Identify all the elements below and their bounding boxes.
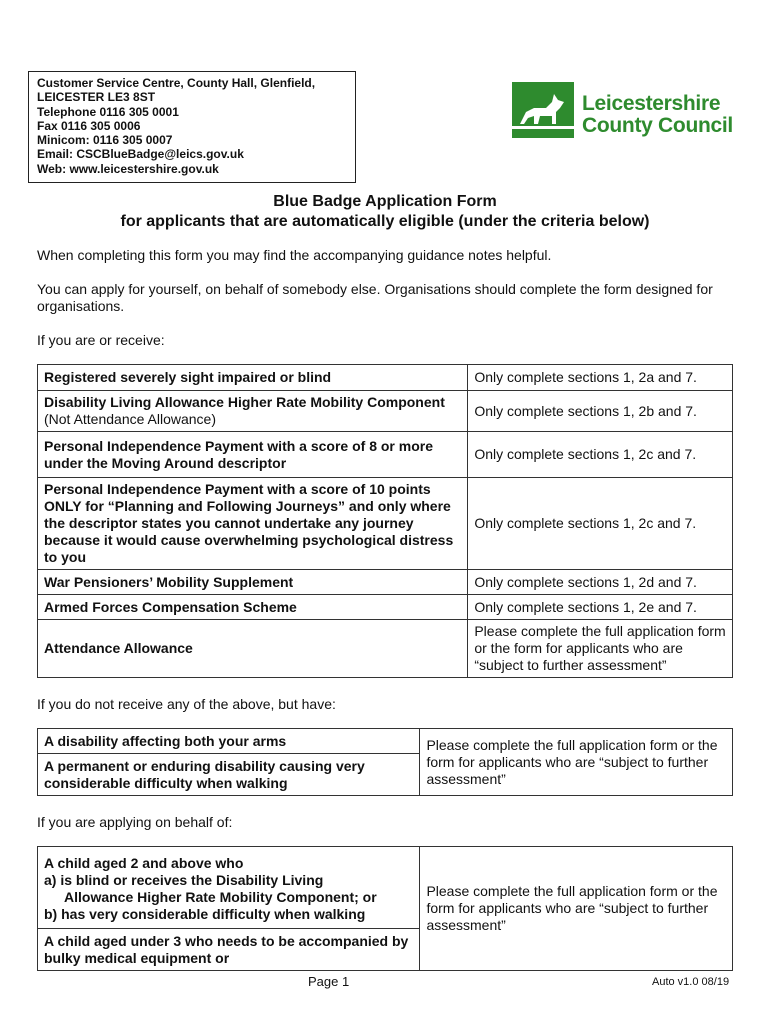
criteria-note: (Not Attendance Allowance)	[44, 411, 216, 427]
child-criterion-b: b) has very considerable difficulty when walking	[44, 905, 366, 922]
action-cell: Only complete sections 1, 2c and 7.	[468, 478, 733, 570]
action-cell: Only complete sections 1, 2b and 7.	[468, 391, 733, 432]
page-number: Page 1	[308, 974, 350, 989]
version-label: Auto v1.0 08/19	[652, 976, 730, 988]
child-table	[37, 846, 733, 971]
table-row	[38, 365, 733, 391]
criteria-text: Disability Living Allowance Higher Rate Mobility Component	[44, 394, 445, 410]
table-row	[38, 570, 733, 595]
table-row	[38, 432, 733, 478]
action-cell: Only complete sections 1, 2d and 7.	[468, 570, 733, 595]
fox-emblem-icon	[512, 82, 574, 138]
email-line: Email: CSCBlueBadge@leics.gov.uk	[37, 147, 244, 162]
action-cell: Please complete the full application form or the form for applicants who are “subject to further assessment”	[420, 847, 733, 971]
intro-paragraph: You can apply for yourself, on behalf of somebody else. Organisations should complete the form designed for organisations.	[37, 281, 713, 314]
table-row	[38, 847, 733, 929]
table-row	[38, 620, 733, 678]
address-line: LEICESTER LE3 8ST	[37, 90, 156, 105]
table-row	[38, 595, 733, 620]
section-intro: If you are applying on behalf of:	[37, 814, 233, 830]
eligibility-table	[37, 364, 733, 678]
disability-table	[37, 728, 733, 796]
criteria-cell: A disability affecting both your arms	[38, 729, 420, 754]
criteria-cell: Personal Independence Payment with a score of 8 or more under the Moving Around descriptor	[38, 432, 468, 478]
address-line: Customer Service Centre, County Hall, Glenfield,	[37, 76, 316, 90]
minicom-line: Minicom: 0116 305 0007	[37, 133, 173, 148]
criteria-cell: War Pensioners’ Mobility Supplement	[38, 570, 468, 595]
action-cell: Please complete the full application form or the form for applicants who are “subject to further assessment”	[468, 620, 733, 678]
form-subtitle: for applicants that are automatically eligible (under the criteria below)	[120, 213, 650, 230]
criteria-cell	[38, 391, 468, 432]
child-criterion-a-cont: Allowance Higher Rate Mobility Component; or	[64, 888, 377, 905]
table-row	[38, 478, 733, 570]
council-logo	[512, 82, 736, 140]
criteria-cell	[38, 847, 420, 929]
criteria-cell: Personal Independence Payment with a score of 10 points ONLY for “Planning and Following Journeys” and only where the descriptor states you cannot undertake any journey because it would cause overwhelming psychological distress to you	[38, 478, 468, 570]
action-cell: Only complete sections 1, 2e and 7.	[468, 595, 733, 620]
section-intro: If you do not receive any of the above, but have:	[37, 696, 336, 712]
action-cell: Only complete sections 1, 2c and 7.	[468, 432, 733, 478]
section-intro: If you are or receive:	[37, 332, 165, 348]
logo-text-line2: County Council	[582, 114, 733, 137]
child-title: A child aged 2 and above who	[44, 854, 244, 871]
action-cell: Please complete the full application form or the form for applicants who are “subject to further assessment”	[420, 729, 733, 796]
criteria-cell: A child aged under 3 who needs to be accompanied by bulky medical equipment or	[38, 929, 420, 971]
criteria-cell: A permanent or enduring disability causing very considerable difficulty when walking	[38, 754, 420, 796]
telephone-line: Telephone 0116 305 0001	[37, 104, 179, 119]
logo-text-line1: Leicestershire	[582, 92, 721, 115]
table-row	[38, 391, 733, 432]
criteria-cell: Armed Forces Compensation Scheme	[38, 595, 468, 620]
action-cell: Only complete sections 1, 2a and 7.	[468, 365, 733, 391]
child-criterion-a: a) is blind or receives the Disability Living	[44, 871, 324, 888]
criteria-cell: Registered severely sight impaired or blind	[38, 365, 468, 391]
criteria-cell: Attendance Allowance	[38, 620, 468, 678]
web-line: Web: www.leicestershire.gov.uk	[37, 161, 219, 176]
contact-address-box	[28, 71, 356, 183]
form-title: Blue Badge Application Form	[273, 193, 497, 210]
intro-paragraph: When completing this form you may find the accompanying guidance notes helpful.	[37, 247, 552, 263]
table-row	[38, 729, 733, 754]
fax-line: Fax 0116 305 0006	[37, 118, 141, 133]
